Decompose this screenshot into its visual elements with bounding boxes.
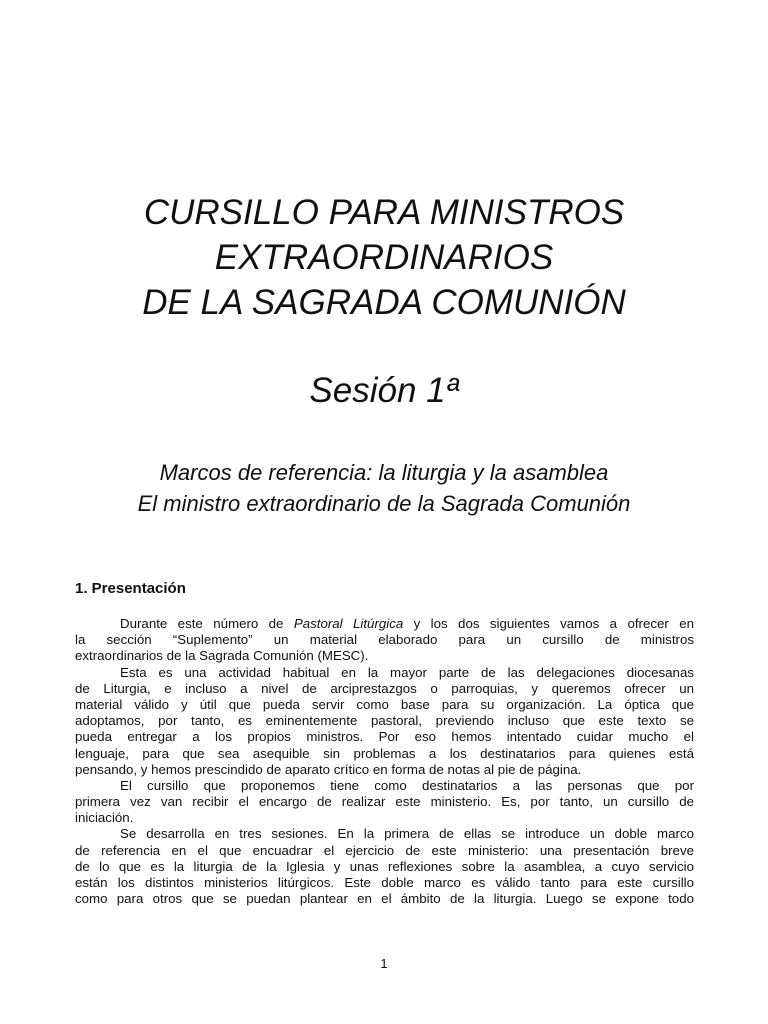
text-line: lenguaje, para que sea asequible sin problemas a los destinatarios para quienes está [75, 745, 694, 761]
text-line: material válido y útil que pueda servir como base para su organización. La óptica que [75, 696, 694, 712]
text-run: y los dos siguientes vamos a ofrecer en [403, 616, 695, 631]
text-line [75, 616, 694, 632]
document-subtitle [0, 457, 768, 519]
title-line: CURSILLO PARA MINISTROS [143, 193, 625, 232]
page-number: 1 [380, 956, 388, 971]
text-line: Esta es una actividad habitual en la mayor parte de las delegaciones diocesanas [120, 664, 694, 680]
text-line: pueda entregar a los propios ministros. Por eso hemos intentado cuidar mucho el [75, 729, 694, 745]
text-line: de referencia en el que encuadrar el ejercicio de este ministerio: una presentación breve [75, 842, 694, 858]
section-heading: 1. Presentación [75, 580, 186, 597]
session-heading: Sesión 1ª [309, 371, 459, 410]
body-text [75, 616, 694, 907]
text-line: extraordinarios de la Sagrada Comunión (MESC). [75, 648, 369, 664]
text-line: están los distintos ministerios litúrgicos. Este doble marco es válido tanto para este cursillo [75, 875, 694, 890]
title-line: DE LA SAGRADA COMUNIÓN [142, 283, 626, 322]
text-line: de Liturgia, e incluso a nivel de arciprestazgos o parroquias, y queremos ofrecer un [75, 680, 694, 696]
publication-name: Pastoral Litúrgica [293, 616, 404, 631]
text-line: primera vez van recibir el encargo de realizar este ministerio. Es, por tanto, un cursillo de [75, 794, 694, 810]
text-run: Durante este número de [120, 616, 294, 631]
text-line: Se desarrolla en tres sesiones. En la primera de ellas se introduce un doble marco [120, 826, 694, 842]
text-line: como para otros que se puedan plantear en el ámbito de la liturgia. Luego se expone todo [75, 891, 694, 907]
text-line: adoptamos, por tanto, es eminentemente pastoral, previendo incluso que este texto se [75, 713, 694, 729]
title-line: EXTRAORDINARIOS [214, 238, 554, 277]
text-line: de lo que es la liturgia de la Iglesia y unas reflexiones sobre la asamblea, a cuyo servicio [75, 858, 694, 874]
text-line: pensando, y hemos prescindido de aparato crítico en forma de notas al pie de página. [75, 761, 582, 777]
subtitle-line: El ministro extraordinario de la Sagrada Comunión [137, 491, 631, 516]
text-line: El cursillo que proponemos tiene como destinatarios a las personas que por [120, 777, 694, 793]
text-line: la sección “Suplemento” un material elaborado para un cursillo de ministros [75, 632, 694, 648]
subtitle-line: Marcos de referencia: la liturgia y la asamblea [159, 460, 609, 485]
text-line: iniciación. [75, 810, 134, 826]
document-title [0, 190, 768, 325]
